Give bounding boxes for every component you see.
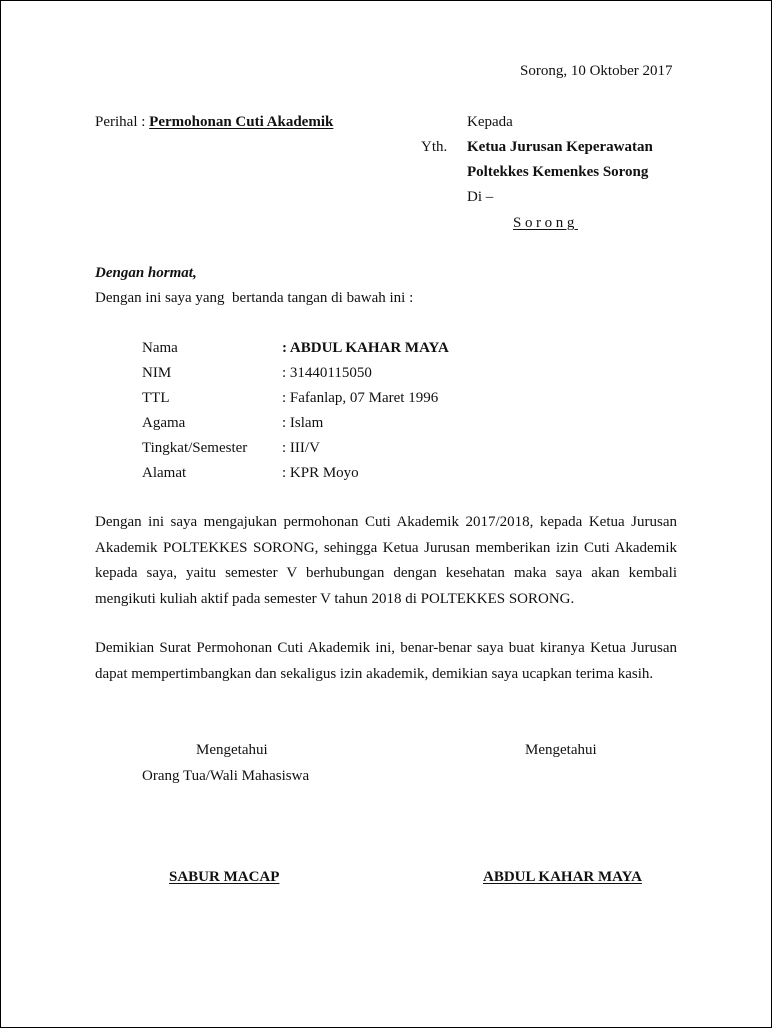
field-label-nim: NIM bbox=[142, 365, 172, 381]
perihal-label: Perihal : bbox=[95, 114, 146, 130]
recipient-line2: Poltekkes Kemenkes Sorong bbox=[467, 164, 649, 180]
sign-right-name: ABDUL KAHAR MAYA bbox=[483, 869, 642, 885]
di-label: Di – bbox=[467, 189, 494, 205]
field-value-tingkat: : III/V bbox=[282, 440, 320, 456]
field-label-ttl: TTL bbox=[142, 390, 170, 406]
field-value-ttl: : Fafanlap, 07 Maret 1996 bbox=[282, 390, 439, 406]
kepada-label: Kepada bbox=[467, 114, 513, 130]
field-label-tingkat: Tingkat/Semester bbox=[142, 440, 248, 456]
recipient-line1: Ketua Jurusan Keperawatan bbox=[467, 139, 653, 155]
place-date: Sorong, 10 Oktober 2017 bbox=[520, 63, 673, 79]
field-label-agama: Agama bbox=[142, 415, 186, 431]
salutation: Dengan hormat, bbox=[95, 265, 197, 281]
field-value-nim: : 31440115050 bbox=[282, 365, 372, 381]
intro-text: Dengan ini saya yang bertanda tangan di bawah ini : bbox=[95, 290, 414, 306]
field-label-alamat: Alamat bbox=[142, 465, 187, 481]
sign-left-name: SABUR MACAP bbox=[169, 869, 280, 885]
sign-right-heading: Mengetahui bbox=[525, 742, 597, 758]
body-paragraph-1: Dengan ini saya mengajukan permohonan Cuti Akademik 2017/2018, kepada Ketua Jurusan Akademik POLTEKKES SORONG, sehingga Ketua Jurusan memberikan izin Cuti Akademik kepada saya, yaitu semester V berhubungan dengan kesehatan maka saya akan kembali mengikuti kuliah aktif pada semester V tahun 2018 di POLTEKKES SORONG. bbox=[95, 514, 677, 607]
field-value-alamat: : KPR Moyo bbox=[282, 465, 359, 481]
perihal-value: Permohonan Cuti Akademik bbox=[149, 114, 334, 130]
field-value-nama: : ABDUL KAHAR MAYA bbox=[282, 340, 449, 356]
field-value-agama: : Islam bbox=[282, 415, 324, 431]
perihal-line bbox=[95, 115, 333, 130]
field-label-nama: Nama bbox=[142, 340, 178, 356]
body-paragraph-2: Demikian Surat Permohonan Cuti Akademik ini, benar-benar saya buat kiranya Ketua Jurusan dapat mempertimbangkan dan sekaligus izin akademik, demikian saya ucapkan terima kasih. bbox=[95, 640, 677, 682]
sign-left-heading: Mengetahui bbox=[196, 742, 268, 758]
sign-left-role: Orang Tua/Wali Mahasiswa bbox=[142, 768, 310, 784]
city-label: Sorong bbox=[513, 215, 578, 231]
yth-label: Yth. bbox=[421, 139, 448, 155]
